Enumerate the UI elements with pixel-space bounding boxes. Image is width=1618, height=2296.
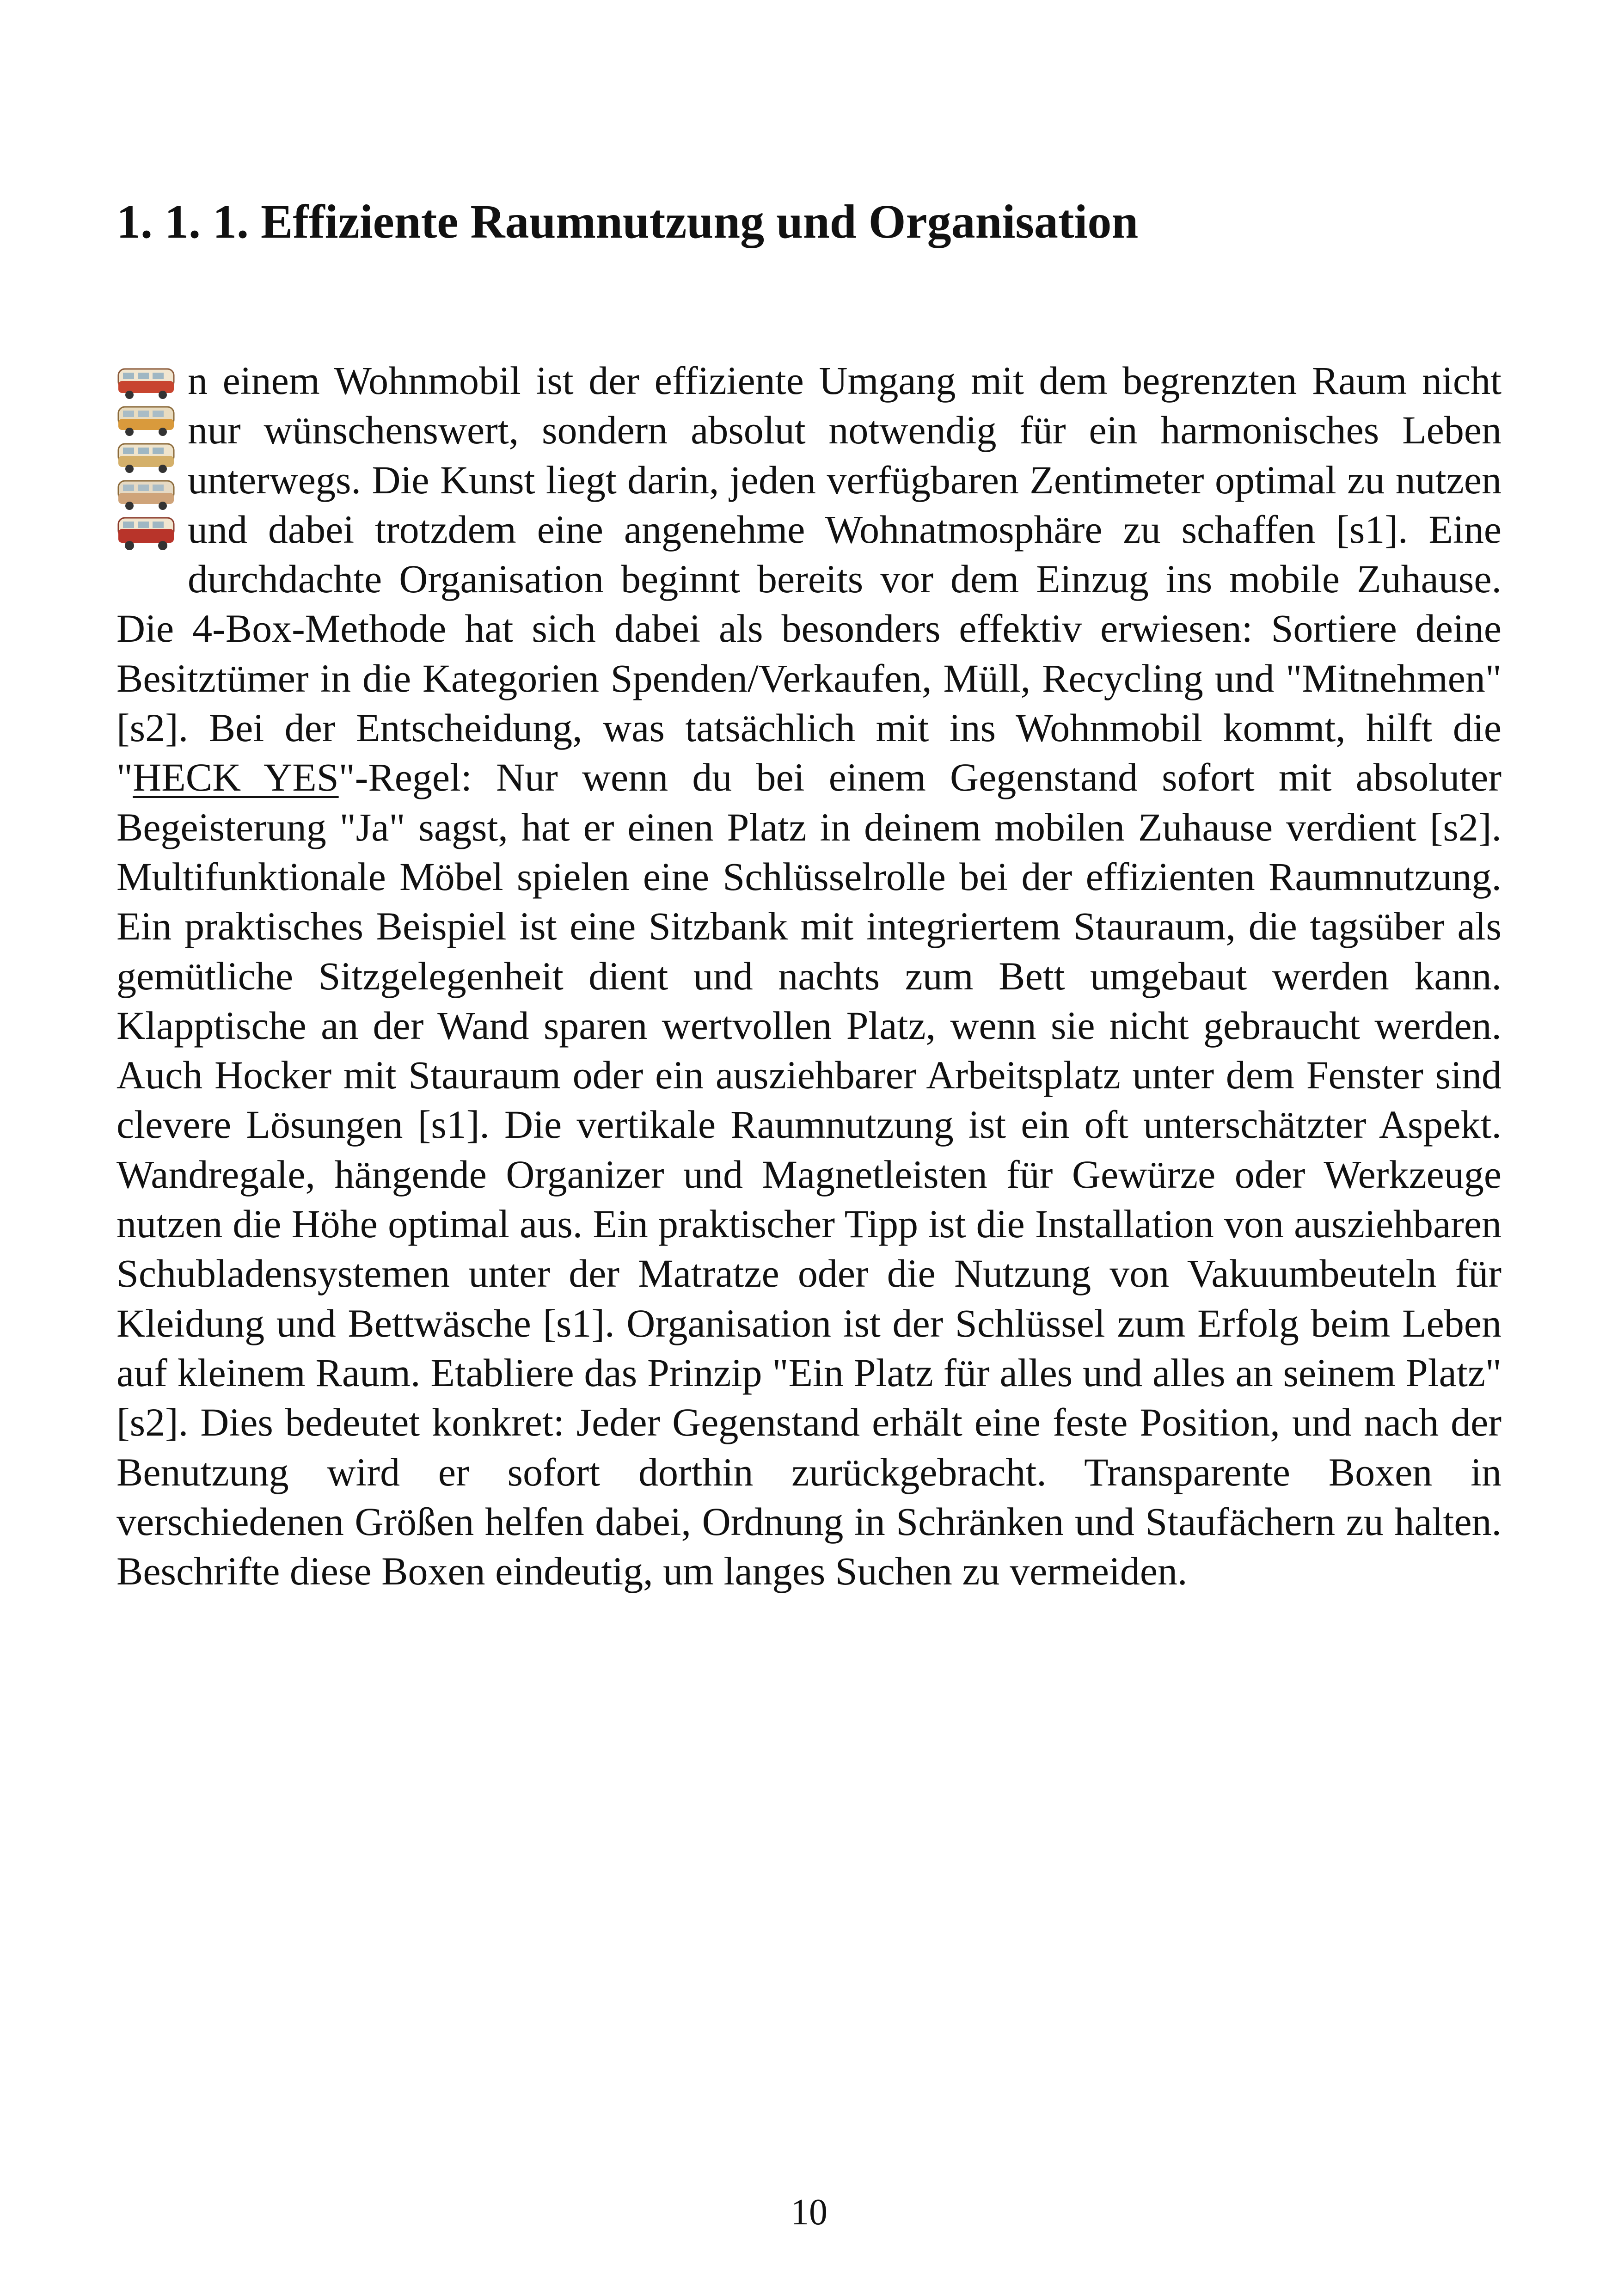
van-icon [118, 518, 174, 550]
heck-yes-link[interactable]: HECK YES [133, 755, 339, 800]
van-icon [118, 444, 174, 473]
page-number: 10 [791, 2192, 827, 2233]
dropcap-vans-illustration [116, 364, 178, 556]
van-icon [118, 407, 174, 436]
body-paragraph [116, 356, 1502, 1596]
section-heading: 1. 1. 1. Effiziente Raumnutzung und Organisation [116, 195, 1139, 248]
van-icon [118, 481, 174, 510]
van-icon [118, 369, 174, 399]
paragraph-text-end: "-Regel: Nur wenn du bei einem Gegenstand sofort mit absoluter Begeisterung "Ja" sagst, hat er einen Platz in deinem mobilen Zuhause verdient [s2]. Multifunktionale Möbel spielen eine Schlüsselrolle bei der effizienten Raumnutzung. Ein praktisches Beispiel ist eine Sitzbank mit integriertem Stauraum, die tagsüber als gemütliche Sitzgelegenheit dient und nachts zum Bett umgebaut werden kann. Klapptische an der Wand sparen wertvollen Platz, wenn sie nicht gebraucht werden. Auch Hocker mit Stauraum oder ein ausziehbarer Arbeitsplatz unter dem Fenster sind clevere Lösungen [s1]. Die vertikale Raumnutzung ist ein oft unterschätzter Aspekt. Wandregale, hängende Organizer und Magnetleisten für Gewürze oder Werkzeuge nutzen die Höhe optimal aus. Ein praktischer Tipp ist die Installation von ausziehbaren Schubladensystemen unter der Matratze oder die Nutzung von Vakuumbeuteln für Kleidung und Bettwäsche [s1]. Organisation ist der Schlüssel zum Erfolg beim Leben auf kleinem Raum. Etabliere das Prinzip "Ein Platz für alles und alles an seinem Platz" [s2]. Dies bedeutet konkret: Jeder Gegenstand erhält eine feste Position, und nach der Benutzung wird er sofort dorthin zurückgebracht. Transparente Boxen in verschiedenen Größen helfen dabei, Ordnung in Schränken und Staufächern zu halten. Beschrifte diese Boxen eindeutig, um langes Suchen zu vermeiden. [116, 755, 1502, 1594]
paragraph-text-start: n einem Wohnmobil ist der effiziente Umgang mit dem begrenzten Raum nicht nur wünschenswert, sondern absolut notwendig für ein harmonisches Leben unterwegs. Die Kunst liegt darin, jeden verfügbaren Zentimeter optimal zu nutzen und dabei trotzdem eine angenehme Wohnatmosphäre zu schaffen [s1]. Eine durchdachte Organisation beginnt bereits vor dem Einzug ins mobile Zuhause. Die 4-Box-Methode hat sich dabei als besonders effektiv erwiesen: Sortiere deine Besitztümer in die Kategorien Spenden/Verkaufen, Müll, Recycling und "Mitnehmen" [s2]. Bei der Entscheidung, was tatsächlich mit ins Wohnmobil kommt, hilft die " [116, 358, 1502, 800]
